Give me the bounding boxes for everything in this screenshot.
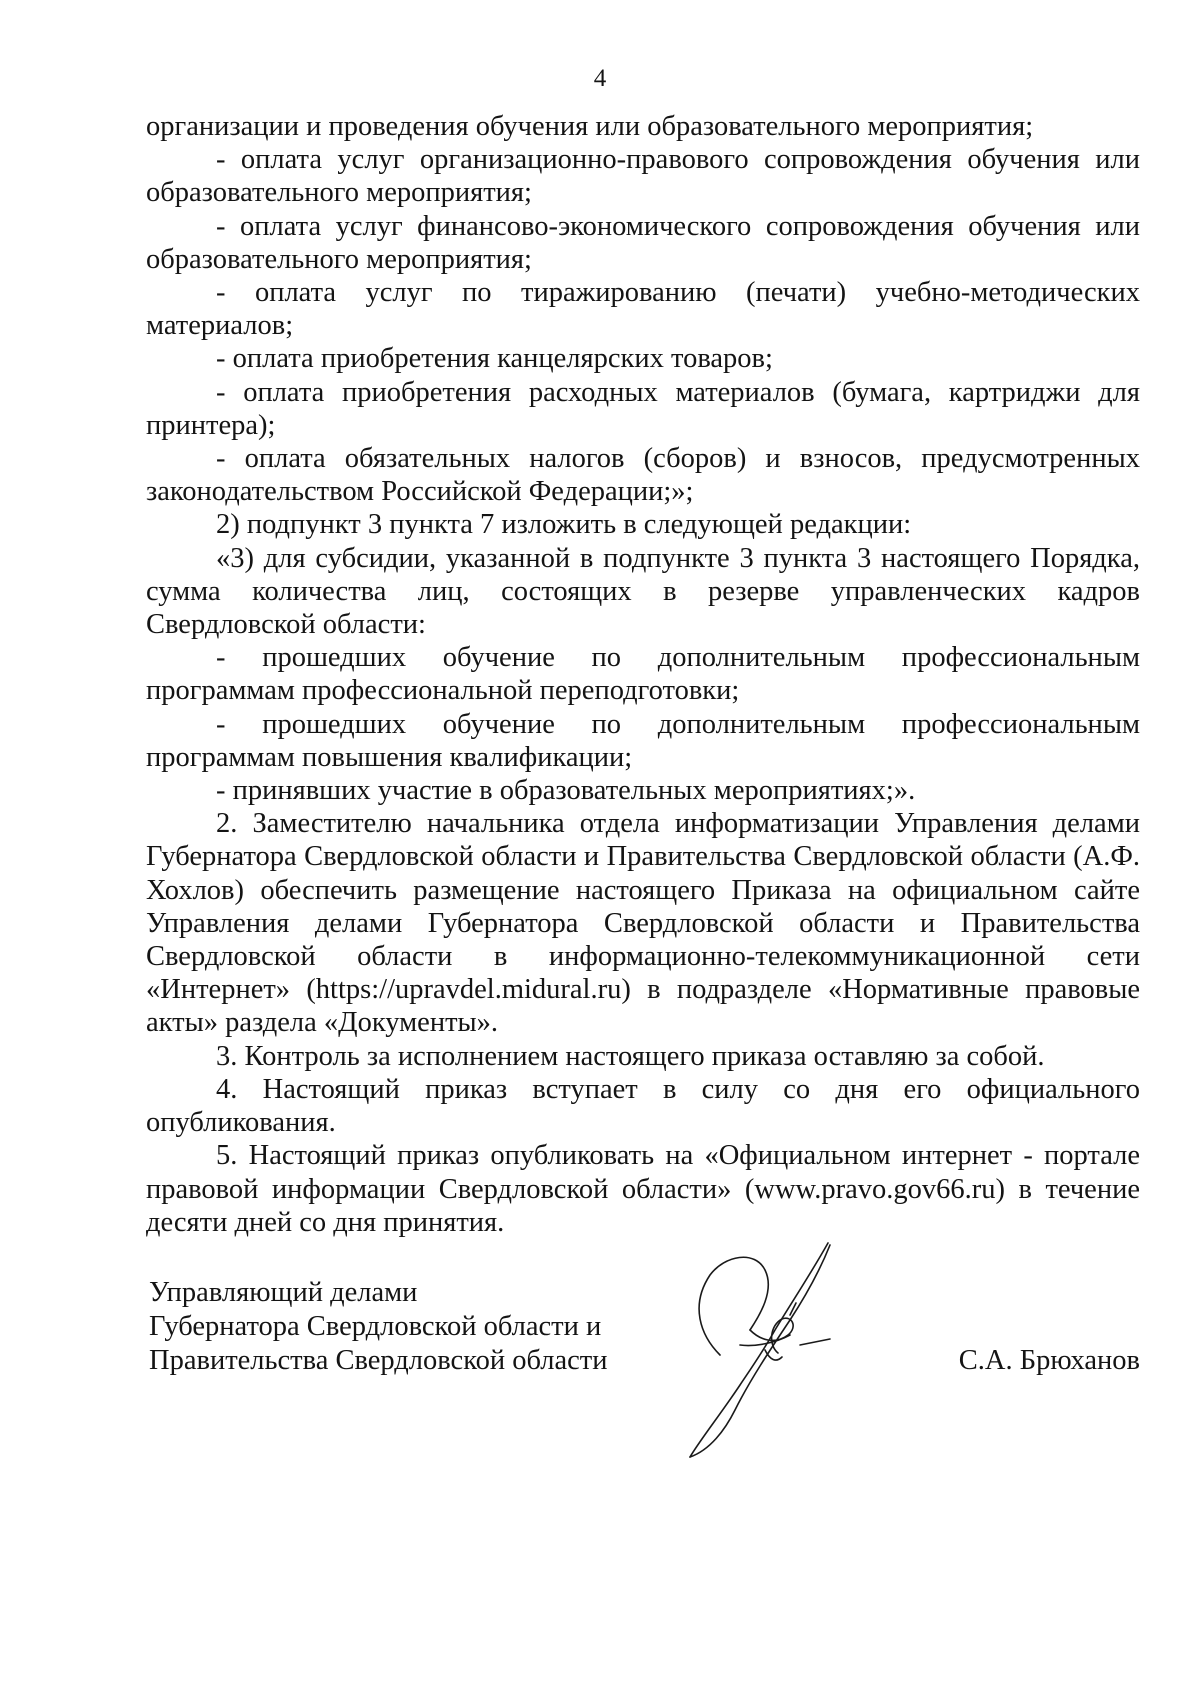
paragraph: 5. Настоящий приказ опубликовать на «Официальном интернет - портале правовой информации Свердловской области» (www.pravo.gov66.ru) в течение десяти дней со дня принятия. xyxy=(146,1140,1140,1238)
paragraph: 2) подпункт 3 пункта 7 изложить в следующей редакции: xyxy=(216,509,912,541)
list-item: - принявших участие в образовательных мероприятиях;». xyxy=(216,775,916,807)
list-item: - оплата приобретения канцелярских товаров; xyxy=(216,343,773,375)
list-item: - оплата услуг организационно-правового сопровождения обучения или образовательного мероприятия; xyxy=(146,144,1140,209)
signatory-position xyxy=(149,1276,689,1378)
list-item: - оплата приобретения расходных материалов (бумага, картриджи для принтера); xyxy=(146,376,1140,441)
signatory-position-line: Правительства Свердловской области xyxy=(149,1345,608,1376)
list-item: - оплата услуг по тиражированию (печати) учебно-методических материалов; xyxy=(146,277,1140,342)
signatory-position-line: Управляющий делами xyxy=(149,1277,418,1308)
list-item: - прошедших обучение по дополнительным профессиональным программам профессиональной переподготовки; xyxy=(146,642,1140,707)
paragraph: организации и проведения обучения или образовательного мероприятия; xyxy=(146,111,1034,142)
paragraph: 4. Настоящий приказ вступает в силу со дня его официального опубликования. xyxy=(146,1073,1140,1139)
list-item: - оплата обязательных налогов (сборов) и взносов, предусмотренных законодательством Российской Федерации;»; xyxy=(146,443,1140,508)
paragraph: 3. Контроль за исполнением настоящего приказа оставляю за собой. xyxy=(216,1040,1045,1072)
signer-name: С.А. Брюханов xyxy=(958,1345,1140,1376)
list-item: - оплата услуг финансово-экономического сопровождения обучения или образовательного мероприятия; xyxy=(146,210,1140,275)
document-body xyxy=(146,110,1140,1239)
signatory-position-line: Губернатора Свердловской области и xyxy=(149,1311,602,1342)
paragraph: 2. Заместителю начальника отдела информатизации Управления делами Губернатора Свердловской области и Правительства Свердловской области (А.Ф. Хохлов) обеспечить размещение настоящего Приказа на официальном сайте Управления делами Губернатора Свердловской области и Правительства Свердловской области в информационно-телекоммуникационной сети «Интернет» (https://upravdel.midural.ru) в подразделе «Нормативные правовые акты» раздела «Документы». xyxy=(146,808,1140,1039)
paragraph: «3) для субсидии, указанной в подпункте 3 пункта 3 настоящего Порядка, сумма количества лиц, состоящих в резерве управленческих кадров Свердловской области: xyxy=(146,542,1140,641)
list-item: - прошедших обучение по дополнительным профессиональным программам повышения квалификации; xyxy=(146,708,1140,773)
page-number: 4 xyxy=(593,65,607,92)
handwritten-signature xyxy=(680,1235,870,1475)
